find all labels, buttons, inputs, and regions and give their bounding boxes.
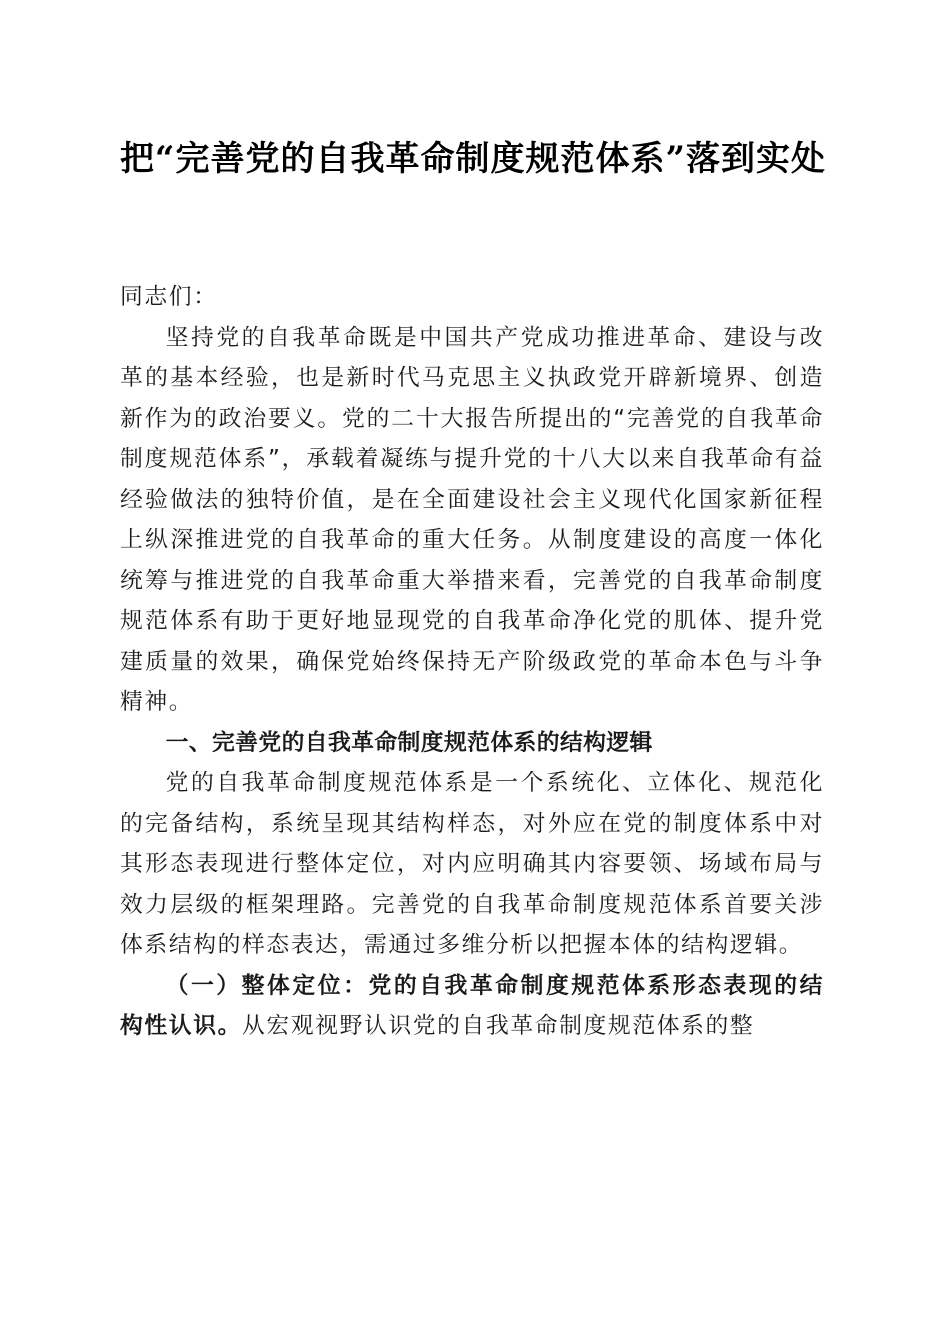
section-1-heading: 一、完善党的自我革命制度规范体系的结构逻辑: [165, 729, 653, 756]
salutation: 同志们：: [120, 284, 218, 310]
document-title: 把“完善党的自我革命制度规范体系”落到实处: [119, 139, 827, 179]
document-body: [120, 277, 824, 1047]
subsection-1-text: 从宏观视野认识党的自我革命制度规范体系的整: [241, 1013, 755, 1039]
subsection-1-heading: （一）整体定位：党的自我革命制度规范体系形态表现的结构性认识。: [120, 972, 824, 1039]
intro-paragraph: 坚持党的自我革命既是中国共产党成功推进革命、建设与改革的基本经验，也是新时代马克思主义执政党开辟新境界、创造新作为的政治要义。党的二十大报告所提出的“完善党的自我革命制度规范体系”，承载着凝练与提升党的十八大以来自我革命有益经验做法的独特价值，是在全面建设社会主义现代化国家新征程上纵深推进党的自我革命的重大任务。从制度建设的高度一体化统筹与推进党的自我革命重大举措来看，完善党的自我革命制度规范体系有助于更好地显现党的自我革命净化党的肌体、提升党建质量的效果，确保党始终保持无产阶级政党的革命本色与斗争精神。: [120, 324, 824, 715]
subsection-1-paragraph: [120, 966, 824, 1047]
section-1-paragraph: 党的自我革命制度规范体系是一个系统化、立体化、规范化的完备结构，系统呈现其结构样态，对外应在党的制度体系中对其形态表现进行整体定位，对内应明确其内容要领、场域布局与效力层级的框架理路。完善党的自我革命制度规范体系首要关涉体系结构的样态表达，需通过多维分析以把握本体的结构逻辑。: [120, 770, 824, 958]
